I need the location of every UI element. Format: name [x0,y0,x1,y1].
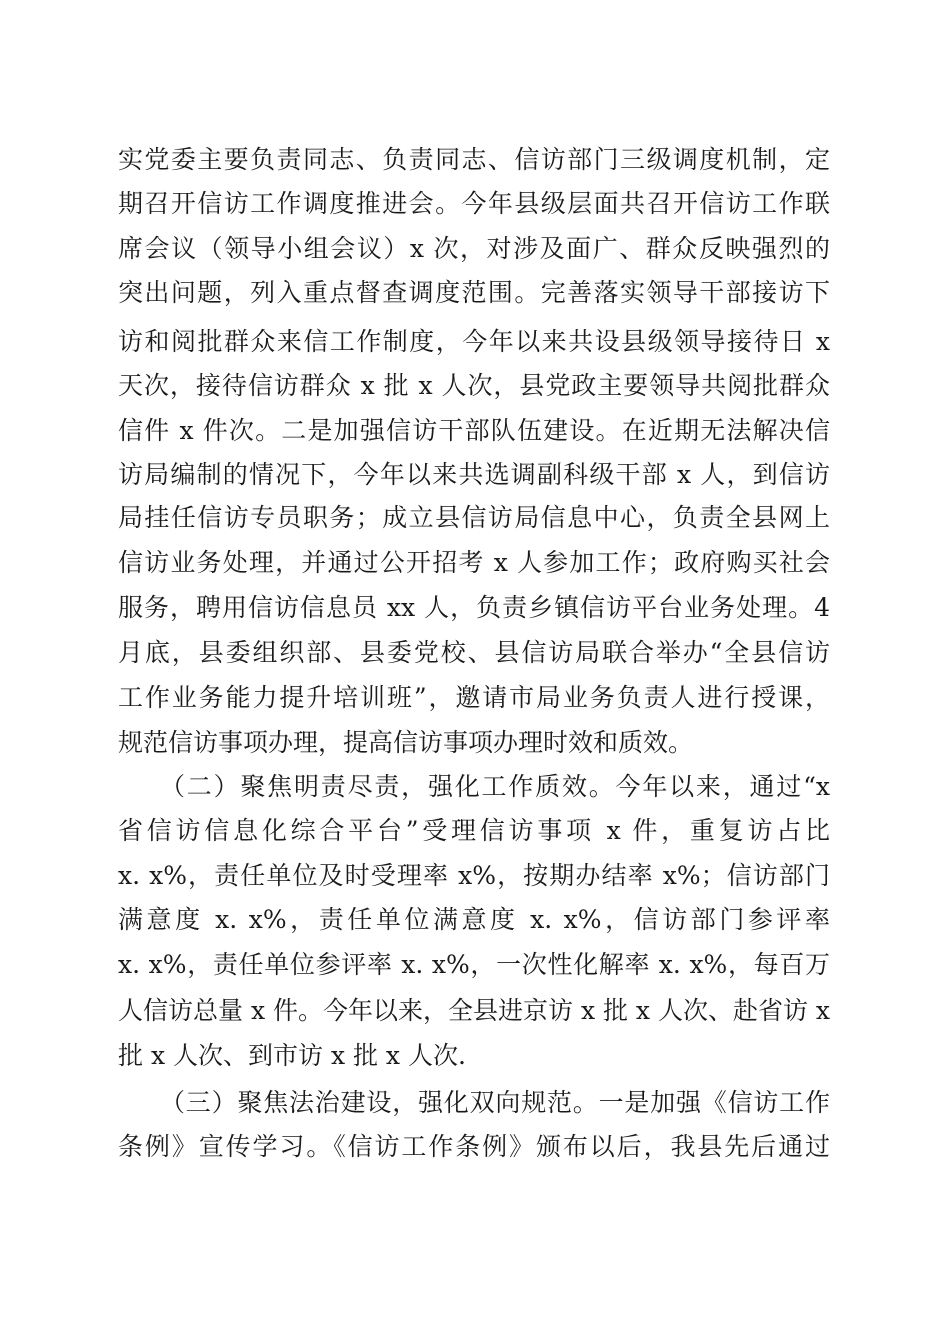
text-line: 局挂任信访专员职务；成立县信访局信息中心，负责全县网上 [118,503,830,532]
text-line: x. x%，责任单位及时受理率 x%，按期办结率 x%；信访部门 [118,861,830,890]
section-heading-line: （三）聚焦法治建设，强化双向规范。一是加强《信访工作 [160,1088,830,1117]
text-line: 服务，聘用信访信息员 xx 人，负责乡镇信访平台业务处理。4 [118,593,830,622]
text-line: 实党委主要负责同志、负责同志、信访部门三级调度机制，定 [118,145,830,174]
text-line: 突出问题，列入重点督查调度范围。完善落实领导干部接访下 [118,278,830,307]
text-line: 满意度 x. x%，责任单位满意度 x. x%，信访部门参评率 [118,905,830,934]
text-line: 工作业务能力提升培训班”，邀请市局业务负责人进行授课， [118,683,830,712]
text-line: 规范信访事项办理，提高信访事项办理时效和质效。 [118,728,694,757]
text-line: x. x%，责任单位参评率 x. x%，一次性化解率 x. x%，每百万 [118,950,830,979]
text-line: 期召开信访工作调度推进会。今年县级层面共召开信访工作联 [118,189,830,218]
text-line: 信访业务处理，并通过公开招考 x 人参加工作；政府购买社会 [118,548,830,577]
text-line: 人信访总量 x 件。今年以来，全县进京访 x 批 x 人次、赴省访 x [118,996,831,1025]
text-line: 省信访信息化综合平台”受理信访事项 x 件，重复访占比 [118,816,830,845]
text-line: 席会议（领导小组会议）x 次，对涉及面广、群众反映强烈的 [118,234,830,263]
section-heading-line: （二）聚焦明责尽责，强化工作质效。今年以来，通过“x [160,772,830,801]
text-line: 访和阅批群众来信工作制度，今年以来共设县级领导接待日 x [118,327,830,356]
text-line: 条例》宣传学习。《信访工作条例》颁布以后，我县先后通过 [118,1132,830,1161]
text-line: 月底，县委组织部、县委党校、县信访局联合举办“全县信访 [118,638,830,667]
text-line: 访局编制的情况下，今年以来共选调副科级干部 x 人，到信访 [118,460,830,489]
text-line: 批 x 人次、到市访 x 批 x 人次. [118,1041,466,1070]
text-line: 信件 x 件次。二是加强信访干部队伍建设。在近期无法解决信 [118,416,830,445]
text-line: 天次，接待信访群众 x 批 x 人次，县党政主要领导共阅批群众 [118,371,830,400]
